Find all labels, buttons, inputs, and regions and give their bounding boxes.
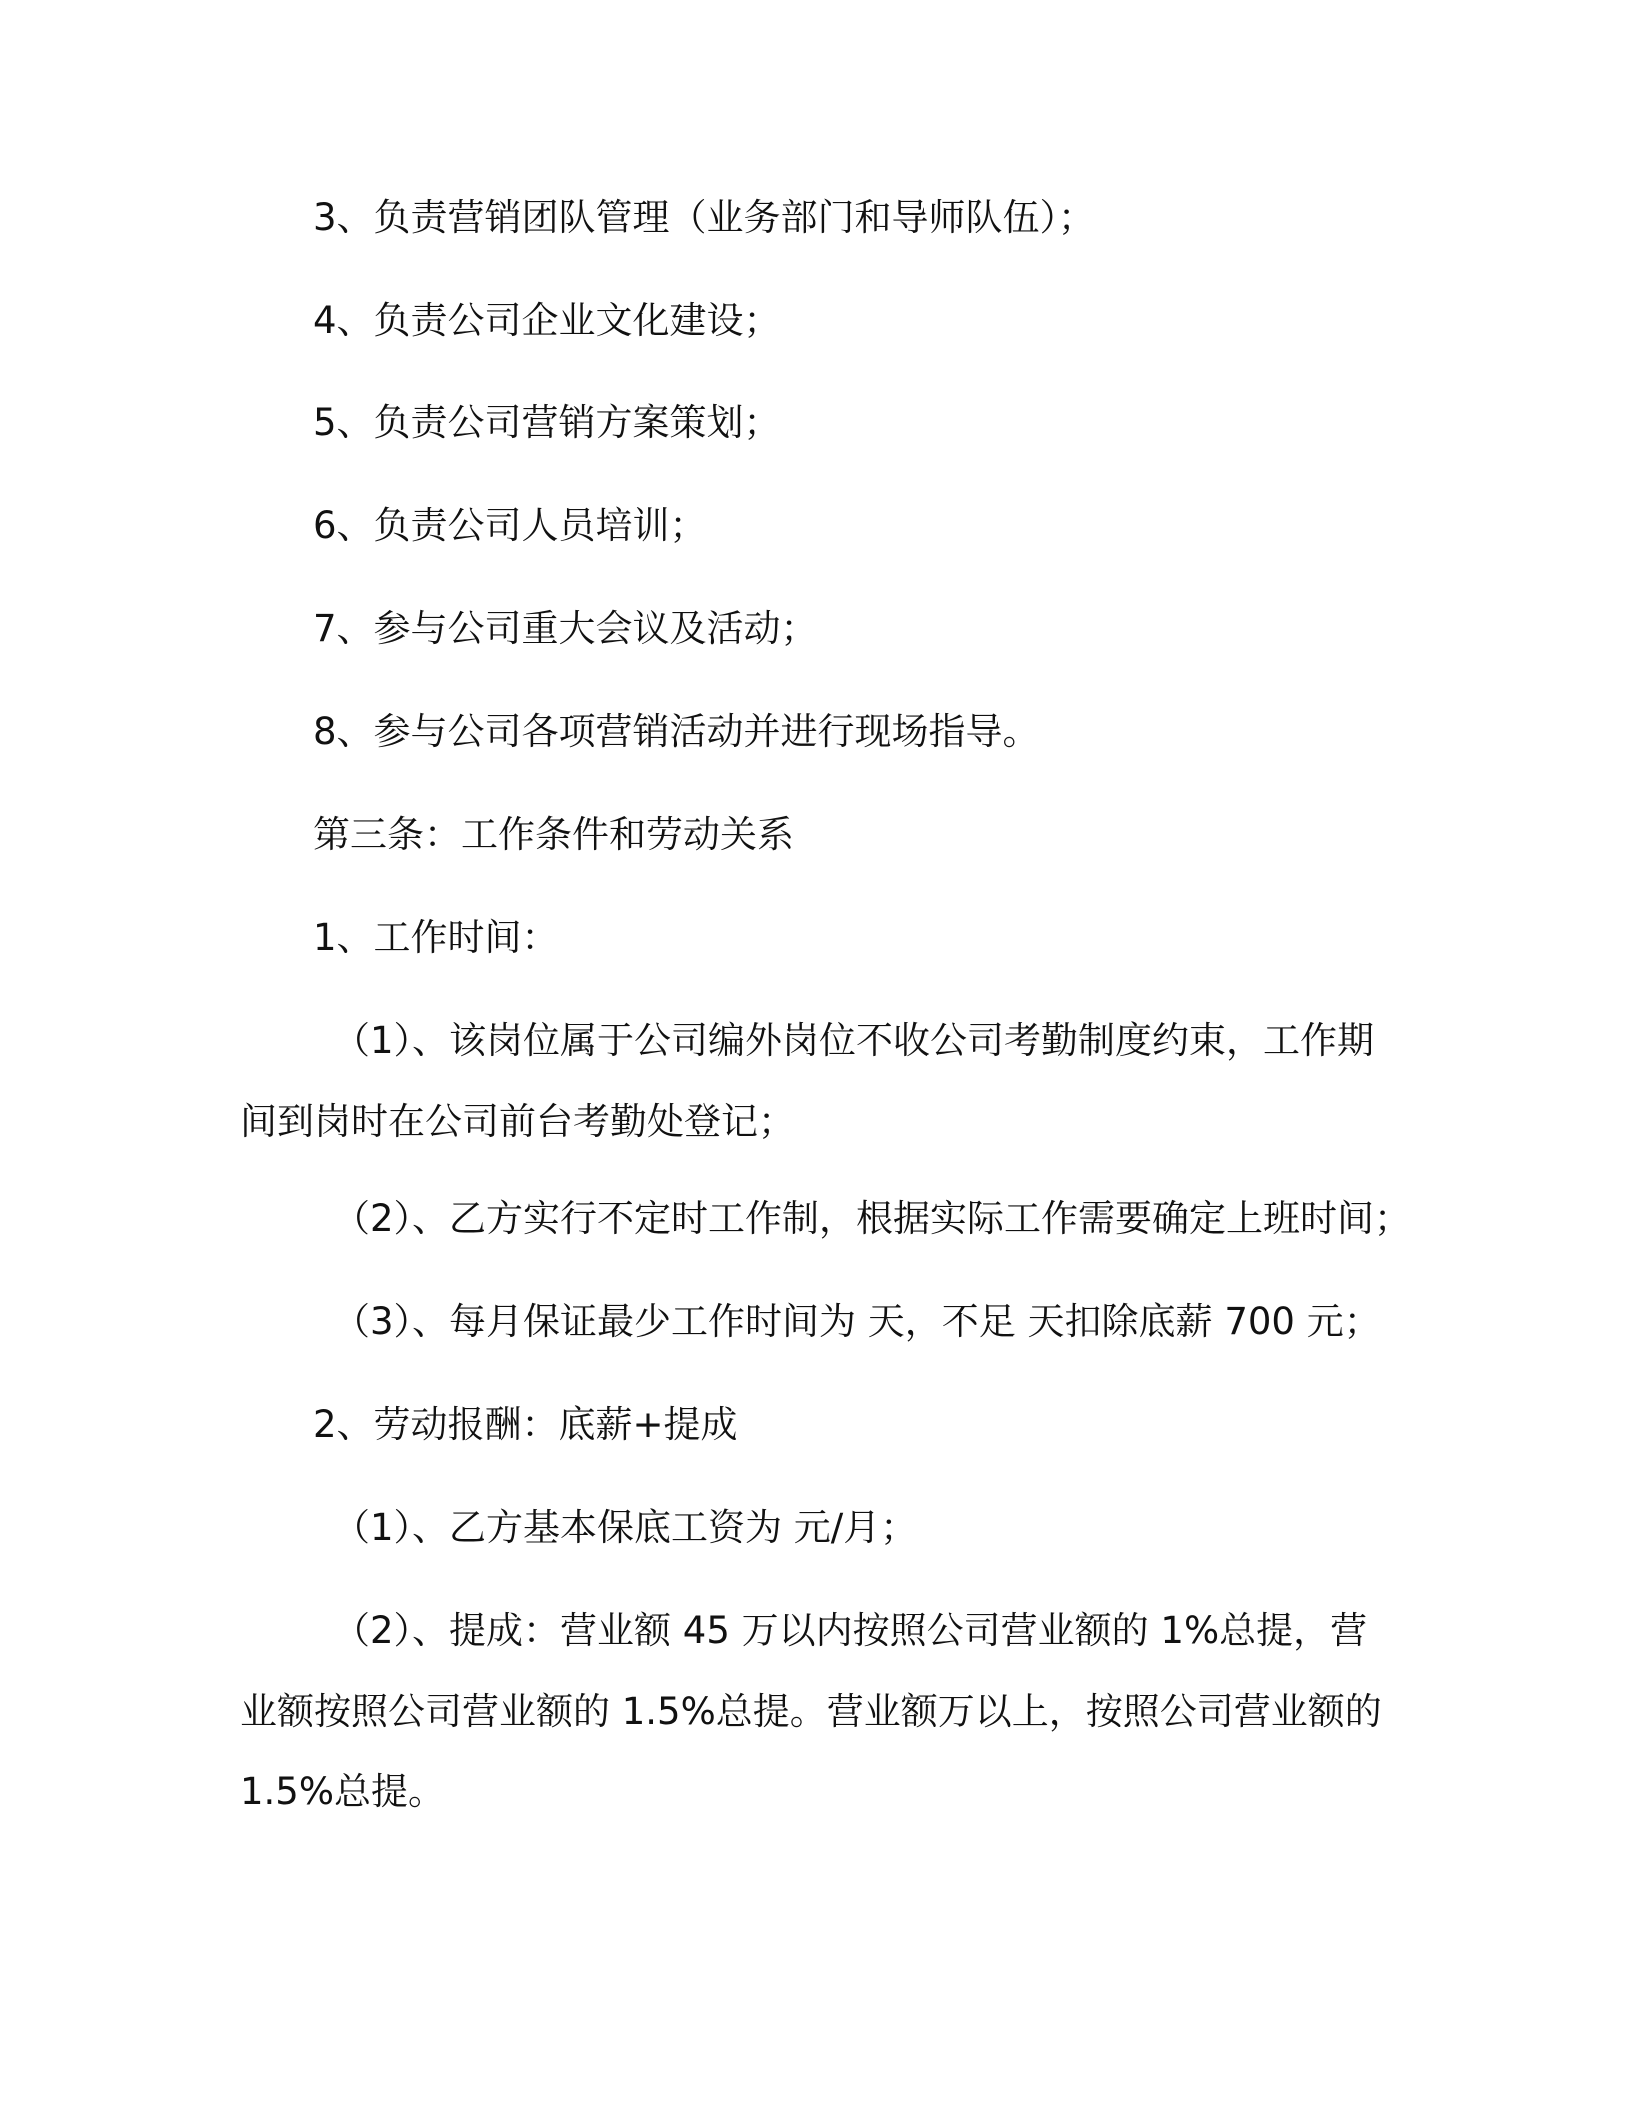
- compensation-item-1: （1）、乙方基本保底工资为 元/月；: [333, 1506, 918, 1549]
- duty-item-3: 3、负责营销团队管理（业务部门和导师队伍）；: [313, 196, 1096, 239]
- duty-item-7: 7、参与公司重大会议及活动；: [313, 607, 818, 650]
- duty-item-8: 8、参与公司各项营销活动并进行现场指导。: [313, 710, 1040, 753]
- work-time-heading: 1、工作时间：: [313, 916, 559, 959]
- compensation-item-2-end: 1.5%总提。: [240, 1770, 445, 1813]
- work-time-item-1-continued: 间到岗时在公司前台考勤处登记；: [240, 1100, 795, 1143]
- work-time-item-1: （1）、该岗位属于公司编外岗位不收公司考勤制度约束，工作期: [333, 1019, 1375, 1062]
- duty-item-5: 5、负责公司营销方案策划；: [313, 401, 781, 444]
- compensation-item-2: （2）、提成：营业额 45 万以内按照公司营业额的 1%总提，营: [333, 1609, 1368, 1652]
- work-time-item-2: （2）、乙方实行不定时工作制，根据实际工作需要确定上班时间；: [333, 1197, 1412, 1240]
- work-time-item-3: （3）、每月保证最少工作时间为 天，不足 天扣除底薪 700 元；: [333, 1300, 1381, 1343]
- duty-item-6: 6、负责公司人员培训；: [313, 504, 707, 547]
- duty-item-4: 4、负责公司企业文化建设；: [313, 299, 781, 342]
- compensation-heading: 2、劳动报酬：底薪+提成: [313, 1403, 738, 1446]
- compensation-item-2-continued: 业额按照公司营业额的 1.5%总提。营业额万以上，按照公司营业额的: [240, 1690, 1382, 1733]
- article-3-heading: 第三条：工作条件和劳动关系: [313, 813, 794, 856]
